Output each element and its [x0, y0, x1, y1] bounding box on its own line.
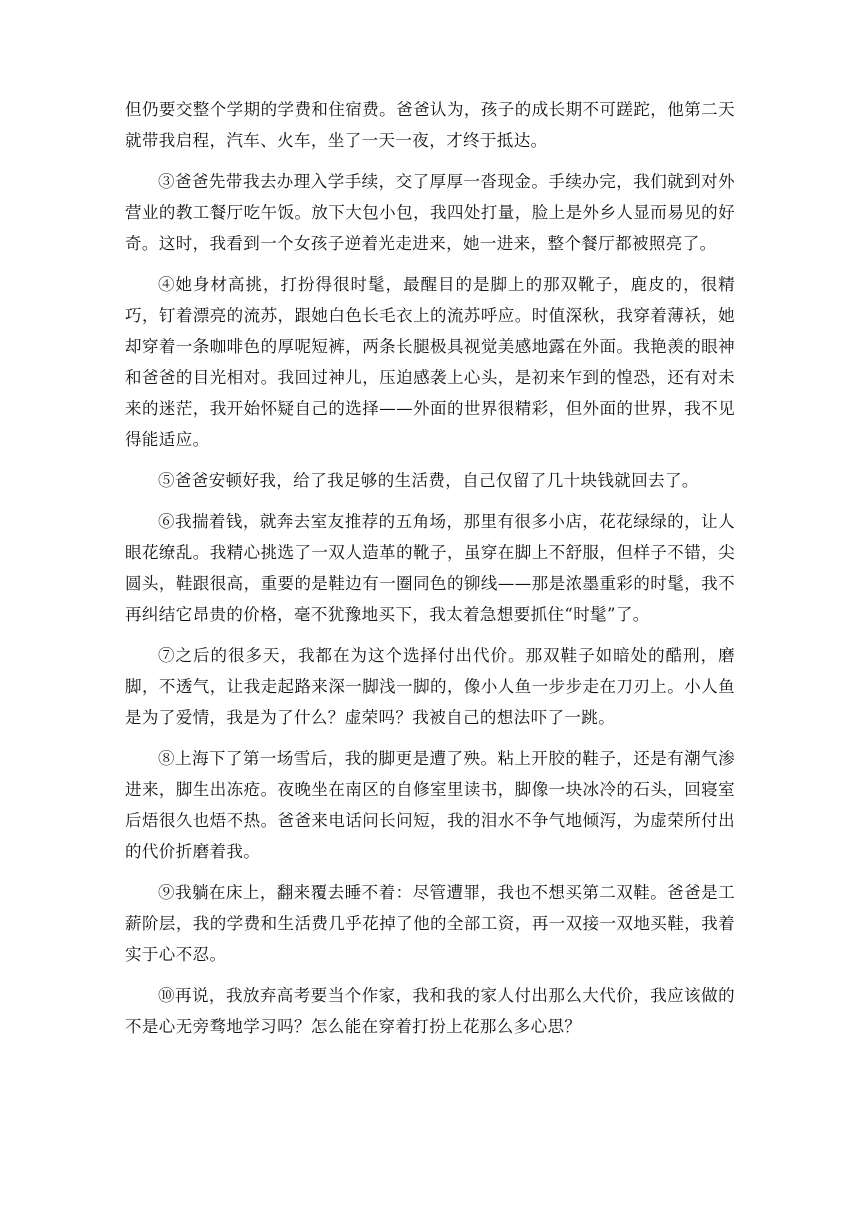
paragraph-10: ⑩再说，我放弃高考要当个作家，我和我的家人付出那么大代价，我应该做的不是心无旁骛地学习吗？怎么能在穿着打扮上花那么多心思？	[125, 986, 735, 1036]
paragraph-4: ④她身材高挑，打扮得很时髦，最醒目的是脚上的那双靴子，鹿皮的，很精巧，钉着漂亮的流苏，跟她白色长毛衣上的流苏呼应。时值深秋，我穿着薄袄，她却穿着一条咖啡色的厚呢短裤，两条长腿极具视觉美感地露在外面。我艳羡的眼神和爸爸的目光相对。我回过神儿，压迫感袭上心头，是初来乍到的惶恐，还有对未来的迷茫，我开始怀疑自己的选择——外面的世界很精彩，但外面的世界，我不见得能适应。	[125, 275, 735, 449]
paragraph-3: ③爸爸先带我去办理入学手续，交了厚厚一沓现金。手续办完，我们就到对外营业的教工餐厅吃午饭。放下大包小包，我四处打量，脸上是外乡人显而易见的好奇。这时，我看到一个女孩子逆着光走进来，她一进来，整个餐厅都被照亮了。	[125, 172, 735, 253]
paragraph-7: ⑦之后的很多天，我都在为这个选择付出代价。那双鞋子如暗处的酷刑，磨脚，不透气，让我走起路来深一脚浅一脚的，像小人鱼一步步走在刀刃上。小人鱼是为了爱情，我是为了什么？虚荣吗？我被自己的想法吓了一跳。	[125, 646, 735, 727]
article-body	[125, 94, 735, 1052]
paragraph-continuation: 但仍要交整个学期的学费和住宿费。爸爸认为，孩子的成长期不可蹉跎，他第二天就带我启程，汽车、火车，坐了一天一夜，才终于抵达。	[125, 100, 735, 150]
paragraph-6: ⑥我揣着钱，就奔去室友推荐的五角场，那里有很多小店，花花绿绿的，让人眼花缭乱。我精心挑选了一双人造革的靴子，虽穿在脚上不舒服，但样子不错，尖圆头，鞋跟很高，重要的是鞋边有一圈同色的铆线——那是浓墨重彩的时髦，我不再纠结它昂贵的价格，毫不犹豫地买下，我太着急想要抓住“时髦”了。	[125, 512, 735, 624]
paragraph-9: ⑨我躺在床上，翻来覆去睡不着：尽管遭罪，我也不想买第二双鞋。爸爸是工薪阶层，我的学费和生活费几乎花掉了他的全部工资，再一双接一双地买鞋，我着实于心不忍。	[125, 883, 735, 964]
paragraph-8: ⑧上海下了第一场雪后，我的脚更是遭了殃。粘上开胶的鞋子，还是有潮气渗进来，脚生出冻疮。夜晚坐在南区的自修室里读书，脚像一块冰冷的石头，回寝室后焐很久也焐不热。爸爸来电话问长问短，我的泪水不争气地倾泻，为虚荣所付出的代价折磨着我。	[125, 749, 735, 861]
paragraph-5: ⑤爸爸安顿好我，给了我足够的生活费，自己仅留了几十块钱就回去了。	[158, 471, 699, 490]
